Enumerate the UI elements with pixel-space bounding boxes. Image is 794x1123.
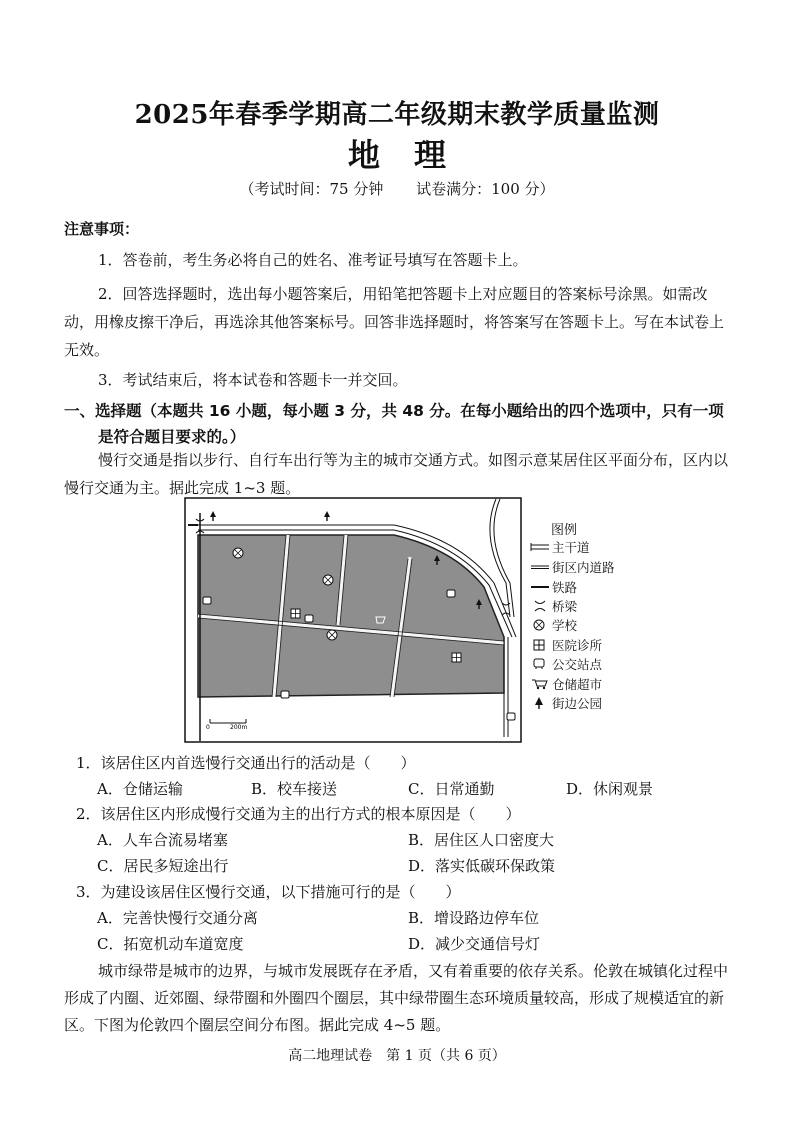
q1-option-b: B．校车接送 [251, 780, 338, 798]
page-footer: 高二地理试卷 第 1 页（共 6 页） [288, 1048, 506, 1064]
legend-label: 铁路 [552, 580, 578, 595]
q3-option-a: A．完善快慢行交通分离 [97, 909, 258, 927]
legend-item-railway [530, 578, 577, 596]
hospital-icon [530, 638, 550, 652]
q2-option-c: C．居民多短途出行 [97, 857, 229, 875]
bridge-icon [530, 599, 550, 613]
legend-item-bus-stop [530, 655, 602, 673]
intro-1: 慢行交通是指以步行、自行车出行等为主的城市交通方式。如图示意某居住区平面分布，区内以慢行交通为主。据此完成 1~3 题。 [64, 451, 729, 497]
legend-label: 街区内道路 [552, 560, 615, 575]
legend-item-bridge [530, 597, 577, 615]
legend-label: 医院诊所 [552, 638, 603, 653]
q2-option-a: A．人车合流易堵塞 [97, 831, 228, 849]
q2-option-d: D．落实低碳环保政策 [408, 857, 556, 875]
legend-label: 学校 [552, 618, 578, 633]
q3-option-b: B．增设路边停车位 [408, 909, 540, 927]
legend-label: 桥梁 [552, 599, 578, 614]
legend-item-hospital [530, 636, 602, 654]
legend-label: 主干道 [552, 540, 590, 555]
park-icon [530, 696, 550, 710]
section-heading-line2: 是符合题目要求的。） [98, 428, 246, 446]
question-1 [76, 752, 416, 773]
question-stem: 3．为建设该居住区慢行交通，以下措施可行的是（ ） [76, 883, 461, 901]
notice-item-3: 3．考试结束后，将本试卷和答题卡一并交回。 [98, 371, 408, 389]
notice-heading: 注意事项： [64, 220, 140, 238]
subject-title: 地理 [347, 136, 480, 174]
section-heading [64, 398, 732, 450]
legend-item-school [530, 616, 577, 634]
bus-stop-icon [530, 657, 550, 671]
legend-title: 图例 [551, 523, 578, 538]
legend-item-supermarket [530, 675, 602, 693]
q1-option-a: A．仓储运输 [97, 780, 183, 798]
notice-item-2: 2．回答选择题时，选出每小题答案后，用铅笔把答题卡上对应题目的答案标号涂黑。如需改动，用橡皮擦干净后，再选涂其他答案标号。回答非选择题时，将答案写在答题卡上。写在本试卷上无效。 [64, 285, 725, 359]
legend-label: 仓储超市 [552, 677, 603, 692]
question-2 [76, 803, 521, 824]
notice-item-1: 1．答卷前，考生务必将自己的姓名、准考证号填写在答题卡上。 [98, 251, 528, 269]
q1-option-d: D．休闲观景 [566, 780, 654, 798]
question-stem: 1．该居住区内首选慢行交通出行的活动是（ ） [76, 754, 416, 772]
legend-item-main-road [530, 538, 590, 556]
legend-item-street [530, 558, 615, 576]
question-stem: 2．该居住区内形成慢行交通为主的出行方式的根本原因是（ ） [76, 805, 521, 823]
q3-option-d: D．减少交通信号灯 [408, 935, 541, 953]
section-heading-line1: 一、选择题（本题共 16 小题，每小题 3 分，共 48 分。在每小题给出的四个选项中，只有一项 [64, 402, 724, 420]
exam-meta [0, 178, 794, 199]
exam-time: （考试时间：75 分钟 [239, 180, 384, 198]
supermarket-icon [530, 677, 550, 691]
scale-label: 200m [230, 724, 248, 731]
question-3 [76, 881, 461, 902]
exam-title: 2025年春季学期高二年级期末教学质量监测 [134, 100, 660, 130]
scale-zero: 0 [206, 724, 210, 731]
q1-option-c: C．日常通勤 [408, 780, 495, 798]
main-road-icon [530, 540, 550, 554]
legend-item-park [530, 694, 602, 712]
street-icon [530, 560, 550, 574]
intro-2: 城市绿带是城市的边界，与城市发展既存在矛盾，又有着重要的依存关系。伦敦在城镇化过程中形成了内圈、近郊圈、绿带圈和外圈四个圈层，其中绿带圈生态环境质量较高，形成了规模适宜的新区。下图为伦敦四个圈层空间分布图。据此完成 4~5 题。 [64, 962, 729, 1034]
q3-option-c: C．拓宽机动车道宽度 [97, 935, 244, 953]
exam-score: 试卷满分：100 分） [416, 180, 555, 198]
q2-option-b: B．居住区人口密度大 [408, 831, 555, 849]
legend-label: 街边公园 [552, 696, 603, 711]
residential-map [184, 497, 522, 743]
railway-icon [530, 580, 550, 594]
school-icon [530, 618, 550, 632]
legend-label: 公交站点 [552, 657, 603, 672]
